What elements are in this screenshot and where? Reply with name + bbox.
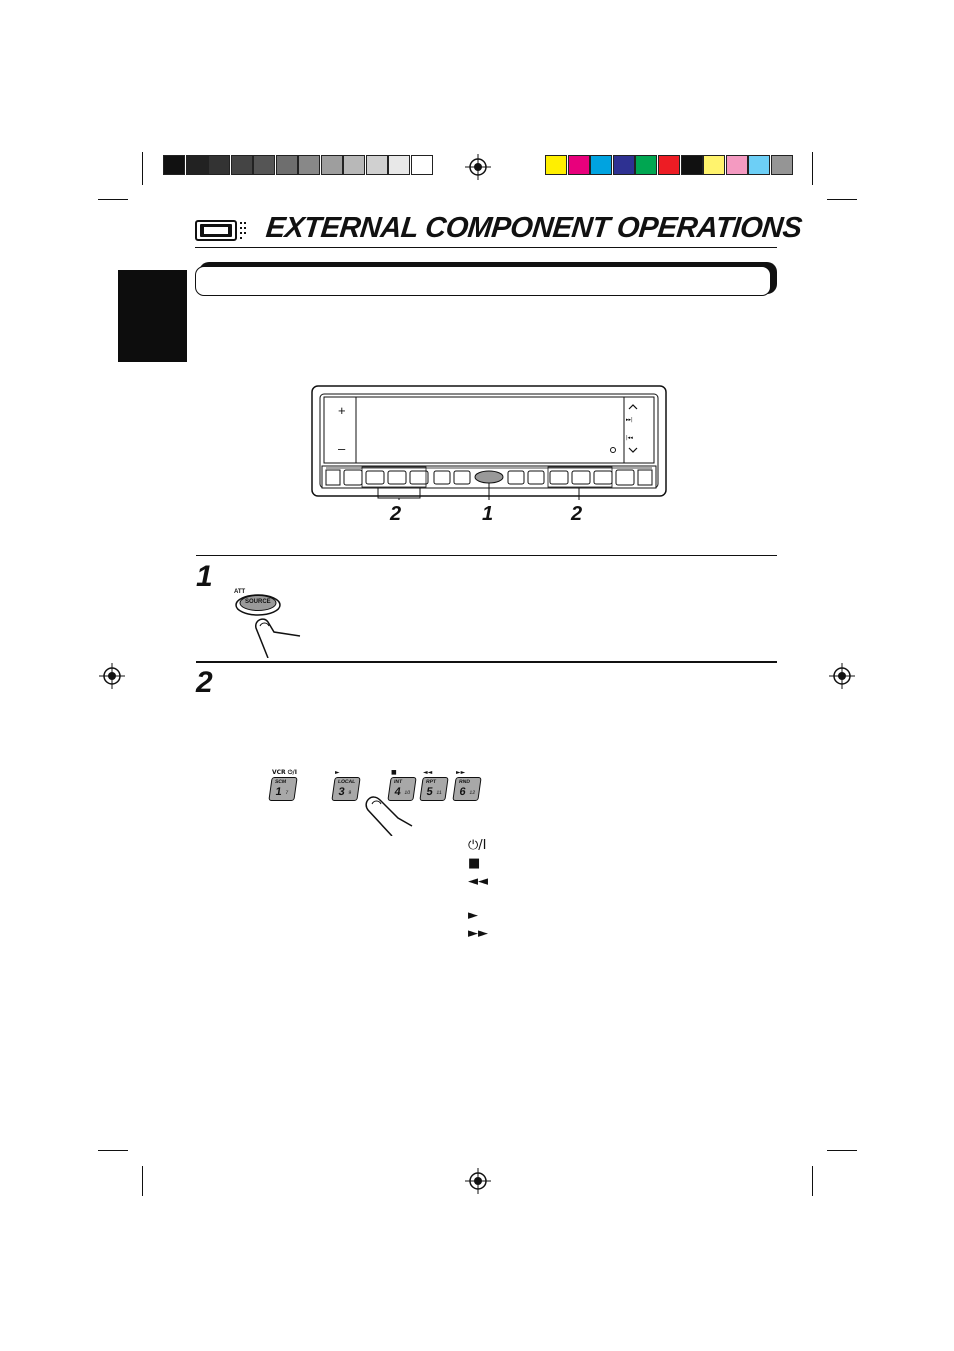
grayscale-swatch [321, 155, 343, 175]
grayscale-swatch [411, 155, 433, 175]
preset-key[interactable] [452, 777, 481, 801]
preset-key-number: 3 [337, 786, 346, 798]
color-swatch [545, 155, 567, 175]
crop-mark [142, 152, 143, 185]
color-swatch [726, 155, 748, 175]
stop-symbol: ■ [468, 856, 481, 871]
preset-key-number: 5 [425, 786, 434, 798]
preset-key-top-label: VCR ⏻/I [272, 769, 297, 776]
preset-key-label: RPT [425, 779, 437, 785]
grayscale-swatch [186, 155, 208, 175]
preset-key-label: INT [393, 779, 403, 785]
color-swatch [568, 155, 590, 175]
rewind-symbol: ◄◄ [468, 874, 488, 889]
crop-mark [827, 199, 857, 200]
step-number: 2 [196, 666, 213, 699]
color-swatch [771, 155, 793, 175]
section-bar [195, 262, 777, 298]
panel-plus-label: + [338, 403, 346, 418]
preset-key-number: 6 [458, 786, 467, 798]
grayscale-swatch [366, 155, 388, 175]
source-label: SOURCE [245, 599, 271, 605]
step-number: 1 [196, 560, 213, 593]
step-rule [196, 555, 777, 556]
grayscale-swatch [276, 155, 298, 175]
callout-preset-left: 2 [390, 503, 402, 525]
power-symbol: ⏻/I [468, 838, 487, 853]
crop-mark [142, 1166, 143, 1196]
preset-key-sub-number: 9 [348, 790, 352, 796]
color-swatch [748, 155, 770, 175]
finger-press-icon [362, 790, 414, 836]
crop-mark [812, 1166, 813, 1196]
grayscale-swatch [231, 155, 253, 175]
page-title: EXTERNAL COMPONENT OPERATIONS [264, 212, 804, 244]
callout-source: 1 [482, 503, 494, 525]
svg-text:▸▸|: ▸▸| [626, 417, 633, 423]
preset-key[interactable] [268, 777, 297, 801]
crop-mark [812, 152, 813, 185]
svg-text:|◂◂: |◂◂ [626, 435, 633, 441]
grayscale-swatch [163, 155, 185, 175]
registration-mark-icon [465, 154, 491, 180]
play-symbol: ► [468, 908, 478, 923]
preset-key[interactable] [419, 777, 448, 801]
preset-key-top-label: ► [335, 769, 340, 776]
color-swatch [635, 155, 657, 175]
fast-forward-symbol: ►► [468, 926, 488, 941]
preset-key-top-label: ◄◄ [423, 769, 433, 776]
preset-key-top-label: ■ [391, 769, 397, 776]
preset-key[interactable] [331, 777, 360, 801]
preset-key-label: LOCAL [337, 779, 356, 785]
color-swatch [613, 155, 635, 175]
grayscale-swatch [388, 155, 410, 175]
vcr-icon [195, 218, 249, 244]
color-swatch [658, 155, 680, 175]
color-swatch [703, 155, 725, 175]
att-label: ATT [234, 589, 246, 595]
preset-key-sub-number: 12 [469, 790, 476, 796]
preset-key-top-label: ►► [456, 769, 466, 776]
preset-key-sub-number: 11 [436, 790, 443, 796]
crop-mark [98, 199, 128, 200]
preset-key-label: RND [458, 779, 471, 785]
crop-mark [827, 1150, 857, 1151]
grayscale-swatch [253, 155, 275, 175]
control-panel-diagram [310, 384, 668, 500]
grayscale-swatch [208, 155, 230, 175]
registration-mark-icon [465, 1168, 491, 1194]
panel-minus-label: – [338, 441, 346, 456]
registration-mark-icon [99, 663, 125, 689]
preset-key-number: 4 [393, 786, 402, 798]
crop-mark [98, 1150, 128, 1151]
grayscale-swatch [343, 155, 365, 175]
registration-mark-icon [829, 663, 855, 689]
color-swatch [590, 155, 612, 175]
step-rule [196, 661, 777, 663]
callout-preset-right: 2 [571, 503, 583, 525]
preset-key-label: SCM [274, 779, 287, 785]
preset-key-number: 1 [274, 786, 283, 798]
title-rule [195, 247, 777, 248]
color-swatch [681, 155, 703, 175]
preset-key-sub-number: 10 [404, 790, 411, 796]
preset-key-sub-number: 7 [285, 790, 289, 796]
language-side-tab [118, 270, 187, 362]
grayscale-swatch [298, 155, 320, 175]
